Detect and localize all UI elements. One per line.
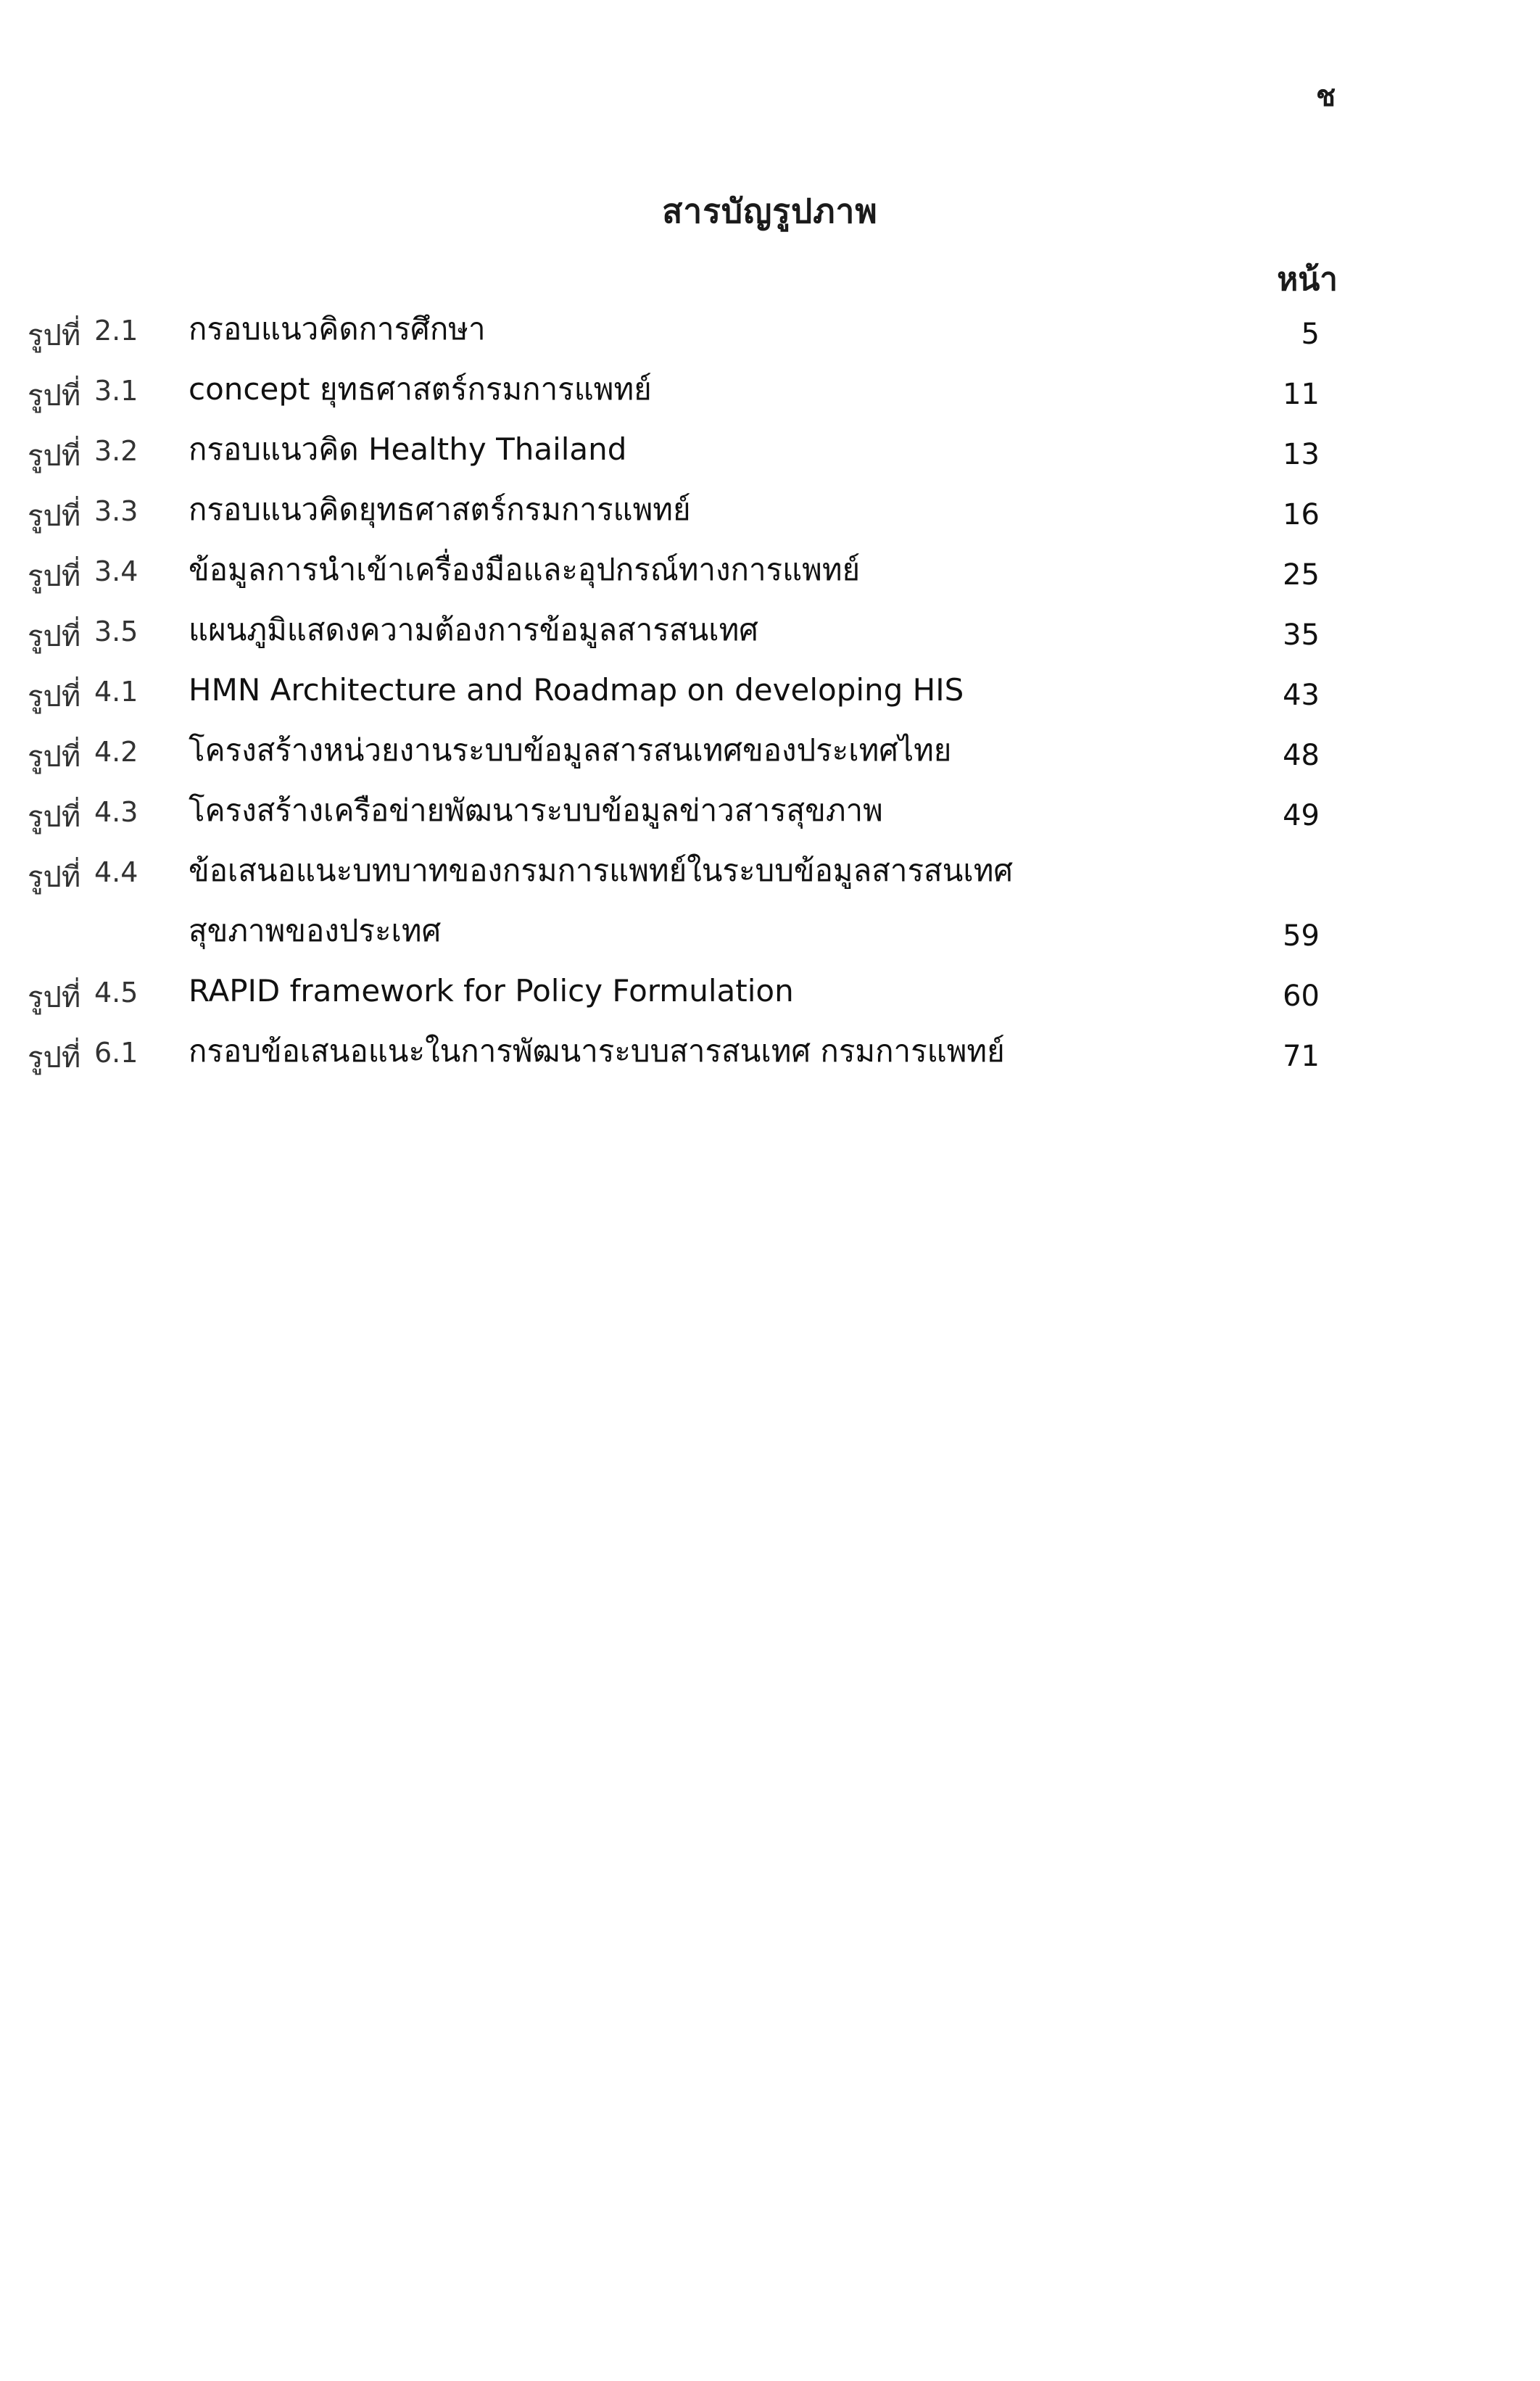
- figure-title: โครงสร้างหน่วยงานระบบข้อมูลสารสนเทศของประเทศไทย: [189, 732, 952, 768]
- figure-label: รูปที่: [28, 680, 81, 713]
- figure-page: 43: [1283, 679, 1320, 712]
- page-column-header: หน้า: [1277, 261, 1338, 298]
- figure-page: 71: [1283, 1040, 1320, 1073]
- figure-title: กรอบแนวคิดยุทธศาสตร์กรมการแพทย์: [189, 492, 691, 527]
- figure-number: 3.4: [94, 555, 138, 587]
- figure-title: ข้อมูลการนำเข้าเครื่องมือและอุปกรณ์ทางการแพทย์: [189, 552, 861, 587]
- figure-label: รูปที่: [28, 800, 81, 834]
- figure-label: รูปที่: [28, 981, 81, 1014]
- figure-number: 4.3: [94, 796, 138, 828]
- figure-title: กรอบข้อเสนอแนะในการพัฒนาระบบสารสนเทศ กรมการแพทย์: [189, 1033, 1005, 1069]
- figure-page: 16: [1283, 498, 1320, 531]
- figure-title-line-2: สุขภาพของประเทศ: [189, 913, 442, 948]
- page-title: สารบัญรูปภาพ: [662, 191, 878, 231]
- list-item: [0, 663, 1540, 723]
- figure-title: HMN Architecture and Roadmap on developing HIS: [189, 672, 964, 708]
- figure-label: รูปที่: [28, 861, 81, 894]
- figure-title: กรอบแนวคิดการศึกษา: [189, 311, 486, 347]
- figure-label: รูปที่: [28, 560, 81, 593]
- figure-number: 4.5: [94, 977, 138, 1009]
- figure-title: โครงสร้างเครือข่ายพัฒนาระบบข้อมูลข่าวสารสุขภาพ: [189, 792, 883, 828]
- figure-page: 13: [1283, 438, 1320, 471]
- figure-page: 48: [1283, 739, 1320, 772]
- figure-title: RAPID framework for Policy Formulation: [189, 973, 794, 1009]
- figure-number: 3.5: [94, 616, 138, 647]
- figure-label: รูปที่: [28, 319, 81, 352]
- figure-label: รูปที่: [28, 740, 81, 774]
- figure-page: 35: [1283, 618, 1320, 652]
- figure-page: 5: [1301, 318, 1320, 351]
- figure-number: 3.1: [94, 375, 138, 407]
- figure-number: 4.4: [94, 856, 138, 888]
- figure-title: [189, 840, 1175, 961]
- figure-number: 4.1: [94, 676, 138, 708]
- list-item: [0, 362, 1540, 422]
- list-item: [0, 1024, 1540, 1084]
- figure-title: กรอบแนวคิด Healthy Thailand: [189, 431, 627, 467]
- figure-title-line-1: ข้อเสนอแนะบทบาทของกรมการแพทย์ในระบบข้อมูลสารสนเทศ: [189, 853, 1014, 888]
- list-item: [0, 542, 1540, 603]
- figure-number: 2.1: [94, 315, 138, 347]
- list-item: [0, 783, 1540, 843]
- list-item: [0, 843, 1540, 964]
- figure-label: รูปที่: [28, 620, 81, 653]
- figure-page: 60: [1283, 980, 1320, 1013]
- figure-number: 6.1: [94, 1037, 138, 1069]
- figure-number: 4.2: [94, 736, 138, 768]
- figure-list: [0, 302, 1540, 1084]
- figure-title: concept ยุทธศาสตร์กรมการแพทย์: [189, 371, 652, 407]
- figure-page: 59: [1283, 919, 1320, 953]
- figure-label: รูปที่: [28, 500, 81, 533]
- list-item: [0, 603, 1540, 663]
- figure-title: แผนภูมิแสดงความต้องการข้อมูลสารสนเทศ: [189, 612, 758, 647]
- figure-label: รูปที่: [28, 1041, 81, 1074]
- figure-number: 3.3: [94, 495, 138, 527]
- figure-label: รูปที่: [28, 379, 81, 413]
- page-number: ช: [1316, 80, 1336, 113]
- figure-page: 11: [1283, 378, 1320, 411]
- list-item: [0, 482, 1540, 542]
- figure-page: 49: [1283, 799, 1320, 832]
- figure-label: รูปที่: [28, 439, 81, 473]
- list-item: [0, 723, 1540, 783]
- list-item: [0, 302, 1540, 362]
- list-item: [0, 964, 1540, 1024]
- figure-page: 25: [1283, 558, 1320, 592]
- figure-number: 3.2: [94, 435, 138, 467]
- list-item: [0, 422, 1540, 482]
